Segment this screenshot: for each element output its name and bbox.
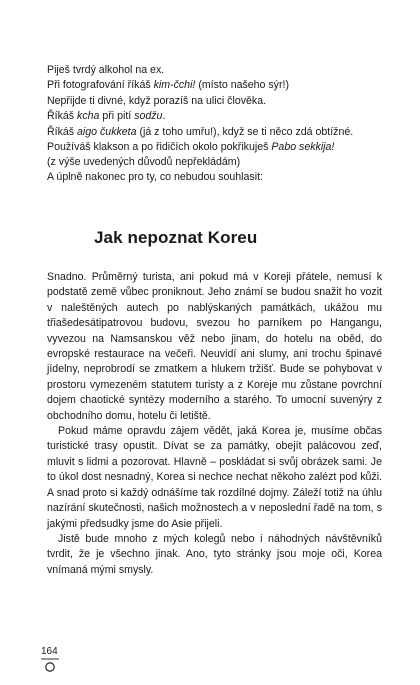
sign-text: Při fotografování říkáš — [47, 79, 154, 92]
signs-list — [47, 63, 387, 171]
intro-line: A úplně nakonec pro ty, co nebudou souhlasit: — [47, 171, 263, 183]
korean-term: kcha — [77, 110, 100, 123]
section-heading: Jak nepoznat Koreu — [94, 228, 258, 247]
sign-line — [47, 109, 387, 124]
sign-text: Říkáš — [47, 110, 78, 123]
korean-term: aigo čukketa — [77, 125, 137, 138]
sign-line — [47, 125, 387, 140]
sign-text: (já z toho umřu!), když se ti něco zdá obtížné. — [136, 125, 354, 138]
paragraph: Snadno. Průměrný turista, ani pokud má v Koreji přátele, nemusí k podstatě země vůbec proniknout. Jeho známí se budou snažit ho vozit v naleštěných autech po nablýskaných památkách, ukážou mu třiašedesátipatrovou budovu, svezou ho parníkem po Hangangu, vyvezou na Namsanskou věž nebo jinam, do hotelu na oběd, do evropské restaurace na večeři. Neuvidí ani slumy, ani trochu špinavé jídelny, neprobrodí se zmatkem a hlukem tržišť. Bude se pohybovat v prostoru vymezeném statutem turisty a z Koreje mu zůstane povrchní dojem chaotické syntézy moderního a starého. To umocní suvenýry z obchodního domu, hotelu či letiště. — [47, 271, 382, 422]
sign-text: Nepřijde ti divné, když porazíš na ulici člověka. — [47, 94, 267, 107]
sign-text: (z výše uvedených důvodů nepřekládám) — [47, 156, 241, 169]
body-text — [47, 270, 382, 578]
sign-text: . — [162, 110, 166, 123]
sign-line — [47, 63, 387, 78]
sign-line — [47, 140, 387, 155]
sign-line — [47, 78, 387, 93]
korean-term: sodžu — [134, 110, 163, 123]
paragraph: Jistě bude mnoho z mých kolegů nebo i náhodných návštěvníků tvrdit, že je všechno jinak. Ano, tyto stránky jsou moje oči, Korea vnímaná mými smysly. — [47, 532, 382, 576]
korean-term: kim-čchi! — [153, 79, 196, 92]
sign-line — [47, 155, 387, 170]
page-ornament-icon — [40, 657, 60, 673]
sign-text: Používáš klakson a po řidičích okolo pokřikuješ — [47, 141, 272, 154]
page-number: 164 — [41, 646, 58, 657]
korean-term: Pabo sekkija! — [271, 141, 335, 154]
paragraph: Pokud máme opravdu zájem vědět, jaká Korea je, musíme občas turistické trasy opustit. Dívat se za památky, obejít palácovou zeď, mluvit s lidmi a pozorovat. Hlavně – poskládat si svůj obrázek sami. Je to úkol dost nesnadný, Korea si nechce nechat někoho zalézt pod kůži. A snad proto si každý odnášíme tak rozdílné dojmy. Záleží totiž na úhlu nazírání skutečnosti, našich možnostech a v neposlední řadě na tom, s jakými předsudky jsme do Asie přijeli. — [47, 425, 382, 530]
sign-text: při pití — [99, 110, 135, 123]
sign-text: (místo našeho sýr!) — [195, 79, 289, 92]
sign-text: Piješ tvrdý alkohol na ex. — [47, 64, 165, 76]
sign-text: Říkáš — [47, 125, 78, 138]
sign-line — [47, 94, 387, 109]
